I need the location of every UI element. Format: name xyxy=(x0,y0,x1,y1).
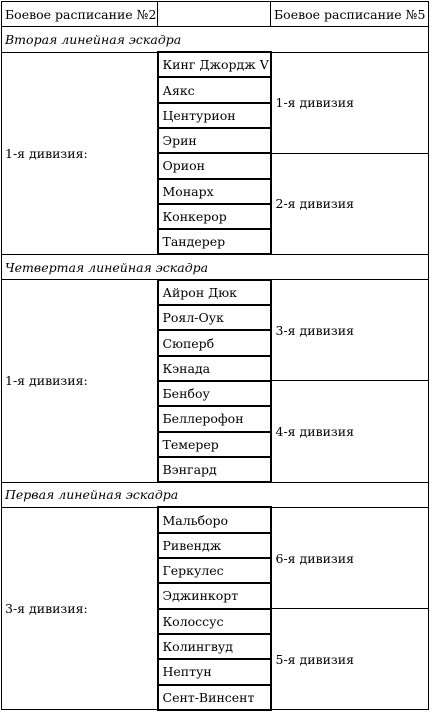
header-row xyxy=(2,2,429,27)
battle-order-table xyxy=(1,1,429,711)
squadron-title: Первая линейная эскадра xyxy=(2,482,429,507)
division-order-5: 1-я дивизия xyxy=(271,52,429,153)
header-order-5: Боевое расписание №5 xyxy=(271,2,429,27)
squadron-title-row xyxy=(2,254,429,279)
ship-name: Кэнада xyxy=(158,356,271,381)
header-order-2: Боевое расписание №2 xyxy=(2,2,158,27)
ship-name: Беллерофон xyxy=(158,406,271,431)
ship-name: Эджинкорт xyxy=(158,583,271,608)
division-order-5: 6-я дивизия xyxy=(271,507,429,608)
ship-name: Мальборо xyxy=(158,507,271,532)
squadron-title-row xyxy=(2,482,429,507)
squadron-title-row xyxy=(2,27,429,52)
squadron-title: Вторая линейная эскадра xyxy=(2,27,429,52)
division-order-5: 2-я дивизия xyxy=(271,153,429,254)
division-order-2: 1-я дивизия: xyxy=(2,280,158,482)
ship-name: Ривендж xyxy=(158,533,271,558)
division-order-2: 1-я дивизия: xyxy=(2,52,158,254)
ship-row xyxy=(2,280,429,305)
ship-name: Геркулес xyxy=(158,558,271,583)
ship-name: Сент-Винсент xyxy=(158,685,271,710)
ship-name: Вэнгард xyxy=(158,457,271,482)
ship-name: Айрон Дюк xyxy=(158,280,271,305)
ship-name: Монарх xyxy=(158,179,271,204)
ship-name: Аякс xyxy=(158,77,271,102)
ship-name: Колоссус xyxy=(158,609,271,634)
ship-name: Роял-Оук xyxy=(158,305,271,330)
division-order-5: 5-я дивизия xyxy=(271,609,429,710)
ship-name: Сюперб xyxy=(158,330,271,355)
ship-name: Орион xyxy=(158,153,271,178)
ship-name: Нептун xyxy=(158,659,271,684)
ship-name: Темерер xyxy=(158,432,271,457)
division-order-2: 3-я дивизия: xyxy=(2,507,158,709)
ship-name: Колингвуд xyxy=(158,634,271,659)
squadron-title: Четвертая линейная эскадра xyxy=(2,254,429,279)
header-ships xyxy=(158,2,271,27)
ship-name: Тандерер xyxy=(158,229,271,254)
ship-name: Бенбоу xyxy=(158,381,271,406)
division-order-5: 3-я дивизия xyxy=(271,280,429,381)
ship-name: Конкерор xyxy=(158,204,271,229)
ship-name: Центурион xyxy=(158,103,271,128)
ship-name: Эрин xyxy=(158,128,271,153)
ship-name: Кинг Джордж V xyxy=(158,52,271,77)
battle-order-body xyxy=(2,2,429,710)
ship-row xyxy=(2,52,429,77)
ship-row xyxy=(2,507,429,532)
division-order-5: 4-я дивизия xyxy=(271,381,429,482)
